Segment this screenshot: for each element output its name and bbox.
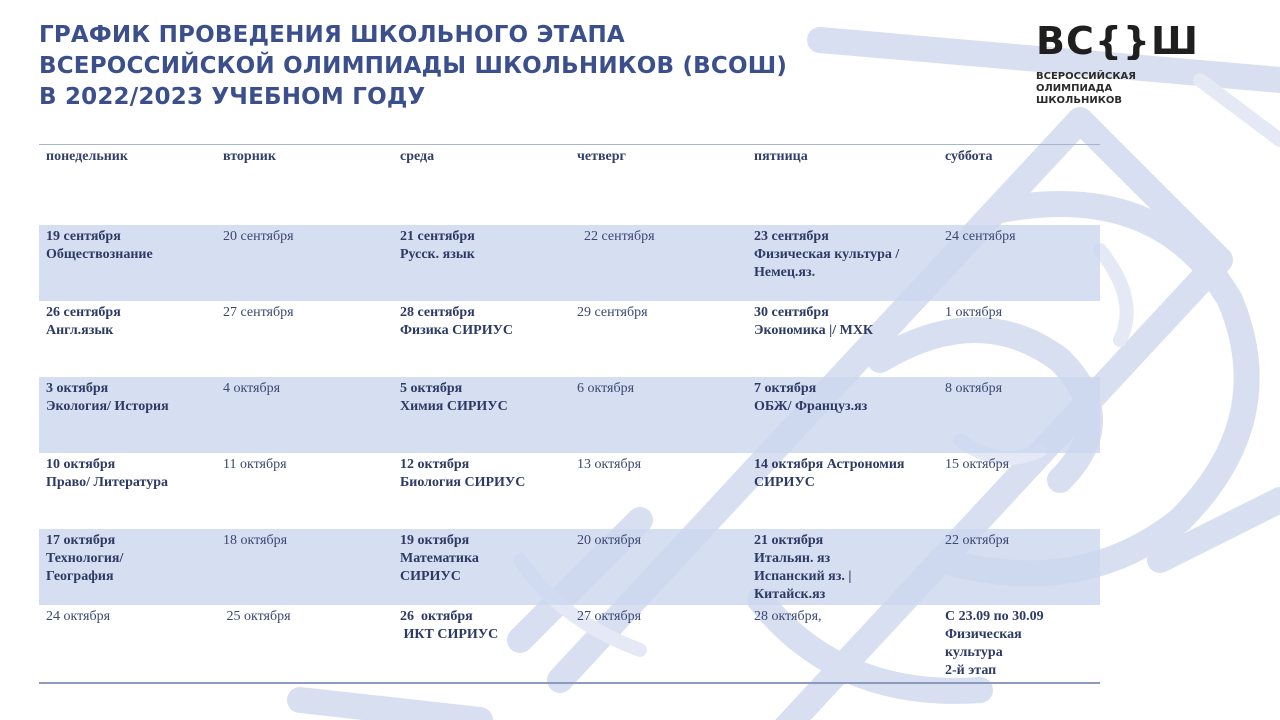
- cell-text-line: Химия СИРИУС: [400, 399, 508, 414]
- cell-text-line: 14 октября Астрономия: [754, 457, 905, 472]
- schedule-cell-thursday: [570, 377, 747, 453]
- cell-text-line: 28 октября,: [754, 609, 822, 624]
- cell-text-line: Биология СИРИУС: [400, 475, 526, 490]
- schedule-cell-friday: [747, 529, 938, 605]
- table-row: [39, 529, 1100, 605]
- schedule-cell-thursday: [570, 301, 747, 377]
- table-row: [39, 605, 1100, 683]
- cell-text-line: 6 октября: [577, 381, 635, 396]
- schedule-cell-tuesday: [216, 377, 393, 453]
- title-line-2: ВСЕРОССИЙСКОЙ ОЛИМПИАДЫ ШКОЛЬНИКОВ (ВСОШ): [39, 53, 788, 79]
- schedule-cell-wednesday: [393, 301, 570, 377]
- schedule-cell-saturday: [938, 529, 1100, 605]
- cell-text-line: Обществознание: [46, 247, 153, 262]
- cell-text-line: Физическая культура /: [754, 247, 900, 262]
- cell-text-line: 24 сентября: [945, 229, 1016, 244]
- schedule-cell-monday: [39, 605, 216, 683]
- table-row: [39, 225, 1100, 301]
- header-row: [39, 145, 1100, 226]
- cell-text-line: Технология/: [46, 551, 124, 566]
- cell-text-line: 11 октября: [223, 457, 287, 472]
- table-row: [39, 301, 1100, 377]
- schedule-cell-wednesday: [393, 377, 570, 453]
- schedule-cell-wednesday: [393, 529, 570, 605]
- cell-text-line: 1 октября: [945, 305, 1003, 320]
- schedule-cell-tuesday: [216, 605, 393, 683]
- cell-text-line: 20 сентября: [223, 229, 294, 244]
- cell-text-line: 27 сентября: [223, 305, 294, 320]
- schedule-cell-wednesday: [393, 605, 570, 683]
- header-tuesday: вторник: [223, 149, 276, 164]
- cell-text-line: 13 октября: [577, 457, 642, 472]
- cell-text-line: Русск. язык: [400, 247, 475, 262]
- schedule-cell-wednesday: [393, 225, 570, 301]
- cell-text-line: Китайск.яз: [754, 587, 826, 602]
- cell-text-line: Экология/ История: [46, 399, 169, 414]
- cell-text-line: 27 октября: [577, 609, 642, 624]
- cell-text-line: 26 октября: [400, 609, 473, 624]
- schedule-cell-saturday: [938, 225, 1100, 301]
- cell-text-line: Англ.язык: [46, 323, 114, 338]
- schedule-cell-thursday: [570, 453, 747, 529]
- schedule-cell-monday: [39, 225, 216, 301]
- cell-text-line: 21 сентября: [400, 229, 475, 244]
- cell-text-line: Право/ Литература: [46, 475, 169, 490]
- cell-text-line: 19 сентября: [46, 229, 121, 244]
- logo-caption-line-3: ШКОЛЬНИКОВ: [1036, 95, 1122, 106]
- logo-caption-line-1: ВСЕРОССИЙСКАЯ: [1036, 71, 1136, 82]
- cell-text-line: Итальян. яз: [754, 551, 831, 566]
- schedule-cell-friday: [747, 301, 938, 377]
- schedule-cell-friday: [747, 605, 938, 683]
- page-title: [39, 20, 787, 113]
- cell-text-line: Немец.яз.: [754, 265, 816, 280]
- cell-text-line: 3 октября: [46, 381, 109, 396]
- title-line-3: В 2022/2023 УЧЕБНОМ ГОДУ: [39, 84, 426, 110]
- cell-text-line: Математика: [400, 551, 479, 566]
- schedule-cell-wednesday: [393, 453, 570, 529]
- schedule-cell-thursday: [570, 529, 747, 605]
- vsosh-logo-mark: [1036, 20, 1230, 60]
- header-friday: пятница: [754, 149, 808, 164]
- logo-caption: [1036, 71, 1236, 107]
- cell-text-line: 21 октября: [754, 533, 824, 548]
- schedule-cell-tuesday: [216, 301, 393, 377]
- cell-text-line: 30 сентября: [754, 305, 829, 320]
- cell-text-line: Физика СИРИУС: [400, 323, 513, 338]
- cell-text-line: 26 сентября: [46, 305, 121, 320]
- cell-text-line: 20 октября: [577, 533, 642, 548]
- logo-caption-line-2: ОЛИМПИАДА: [1036, 83, 1113, 94]
- schedule-cell-monday: [39, 453, 216, 529]
- schedule-table: [39, 144, 1100, 684]
- cell-text-line: СИРИУС: [754, 475, 815, 490]
- cell-text-line: 28 сентября: [400, 305, 475, 320]
- header-saturday: суббота: [945, 149, 993, 164]
- cell-text-line: 22 сентября: [577, 229, 655, 244]
- cell-text-line: 5 октября: [400, 381, 463, 396]
- svg-text:ВС{}Ш: ВС{}Ш: [1036, 20, 1199, 60]
- cell-text-line: 19 октября: [400, 533, 470, 548]
- cell-text-line: 4 октября: [223, 381, 281, 396]
- header-thursday: четверг: [577, 149, 626, 164]
- cell-text-line: 7 октября: [754, 381, 817, 396]
- cell-text-line: 23 сентября: [754, 229, 829, 244]
- cell-text-line: 18 октября: [223, 533, 288, 548]
- schedule-cell-friday: [747, 377, 938, 453]
- cell-text-line: 15 октября: [945, 457, 1010, 472]
- table-row: [39, 453, 1100, 529]
- schedule-cell-friday: [747, 225, 938, 301]
- schedule-cell-monday: [39, 529, 216, 605]
- schedule-cell-saturday: [938, 301, 1100, 377]
- title-line-1: ГРАФИК ПРОВЕДЕНИЯ ШКОЛЬНОГО ЭТАПА: [39, 22, 625, 48]
- cell-text-line: 2-й этап: [945, 663, 997, 678]
- table-row: [39, 377, 1100, 453]
- cell-text-line: 25 октября: [223, 609, 291, 624]
- cell-text-line: 24 октября: [46, 609, 111, 624]
- cell-text-line: 17 октября: [46, 533, 116, 548]
- header-wednesday: среда: [400, 149, 435, 164]
- cell-text-line: 29 сентября: [577, 305, 648, 320]
- cell-text-line: культура: [945, 645, 1003, 660]
- cell-text-line: 22 октября: [945, 533, 1010, 548]
- cell-text-line: Испанский яз. |: [754, 569, 852, 584]
- cell-text-line: 12 октября: [400, 457, 470, 472]
- schedule-cell-thursday: [570, 605, 747, 683]
- cell-text-line: ОБЖ/ Француз.яз: [754, 399, 868, 414]
- schedule-cell-saturday: [938, 453, 1100, 529]
- schedule-cell-tuesday: [216, 453, 393, 529]
- cell-text-line: География: [46, 569, 114, 584]
- schedule-cell-monday: [39, 301, 216, 377]
- cell-text-line: Экономика |/ МХК: [754, 323, 874, 338]
- header-monday: понедельник: [46, 149, 128, 164]
- schedule-cell-tuesday: [216, 225, 393, 301]
- schedule-cell-monday: [39, 377, 216, 453]
- cell-text-line: СИРИУС: [400, 569, 461, 584]
- schedule-cell-saturday: [938, 605, 1100, 683]
- cell-text-line: 8 октября: [945, 381, 1003, 396]
- schedule-cell-saturday: [938, 377, 1100, 453]
- cell-text-line: 10 октября: [46, 457, 116, 472]
- cell-text-line: Физическая: [945, 627, 1022, 642]
- schedule-cell-friday: [747, 453, 938, 529]
- cell-text-line: ИКТ СИРИУС: [400, 627, 499, 642]
- vsosh-logo: [1036, 20, 1236, 107]
- schedule-body: [39, 225, 1100, 683]
- schedule-cell-thursday: [570, 225, 747, 301]
- cell-text-line: С 23.09 по 30.09: [945, 609, 1044, 624]
- schedule-cell-tuesday: [216, 529, 393, 605]
